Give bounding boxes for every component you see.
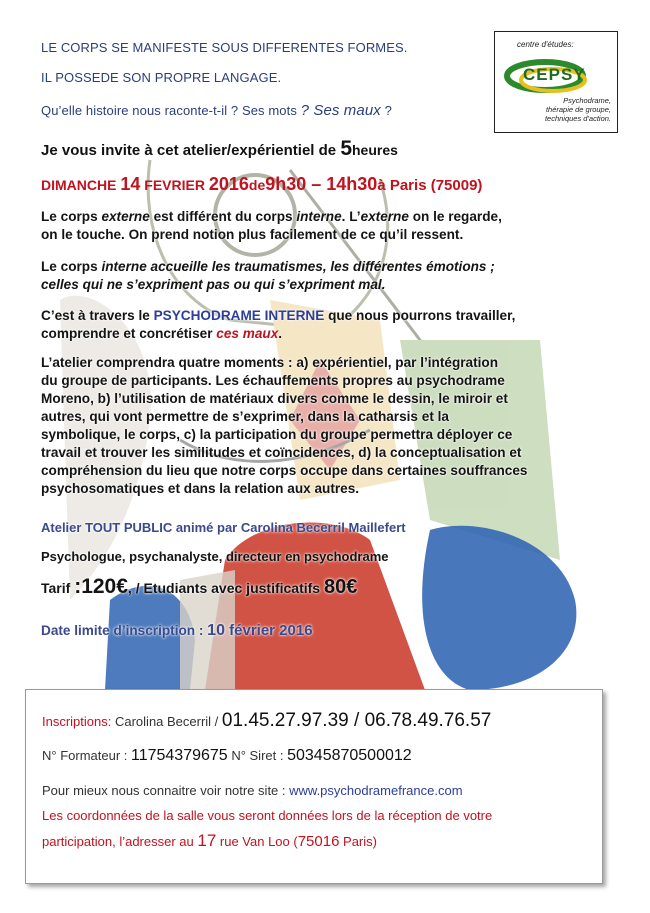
logo-tagline-3: techniques d'action. [544,114,611,123]
date-num: 14 [120,174,141,194]
para3-text: comprendre et concrétiser [41,326,217,341]
phone-2[interactable]: 06.78.49.76.57 [364,710,492,731]
coords-number: 17 [197,831,217,850]
date-de: de [248,177,266,193]
date-end: 14h30 [326,174,378,194]
date-month: FEVRIER [140,177,209,193]
cepsy-logo [494,31,618,133]
coords-line-2 [42,831,377,851]
coords-zip: 75016 [297,833,340,850]
site-text: Pour mieux nous connaitre voir notre site : [42,783,290,798]
paragraph-external-body [41,208,631,244]
para1-line1 [41,208,631,226]
para3-italic: ces maux [216,326,279,341]
tarif-sep: , / Etudiants avec justificatifs [127,580,324,596]
deadline-label: Date limite d’inscription : [41,623,208,638]
formateur-number: 11754379675 [131,747,228,764]
tarif-line [41,575,631,598]
para4-line: compréhension du lieu que notre corps occupe dans certaines souffrances [41,463,528,478]
question-italic: ? Ses maux [300,102,381,119]
para1-text: on le regarde, [408,209,502,224]
inscriptions-colon: : [107,714,115,729]
logo-tagline [545,96,611,123]
profession: Psychologue, psychanalyste, directeur en psychodrame [41,549,389,564]
inscriptions-name: Carolina Becerril / [114,714,222,729]
formateur-label: N° Formateur : [42,748,131,763]
para4-line: travail et trouver les similitudes et coïncidences, d) la conceptualisation et [41,445,522,460]
invite-line [41,137,398,161]
tarif-label: Tarif [41,580,75,596]
logo-name: CEPSY [523,65,586,84]
para2-line1 [41,258,631,276]
inscriptions-row [42,710,491,732]
deadline-date: 10 [207,622,225,639]
logo-tagline-1: Psychodrame, [563,96,611,105]
question-end: ? [380,103,392,118]
para1-italic: externe [360,209,409,224]
para2-text: Le corps [41,259,102,274]
para3-text: . [278,326,283,341]
paragraph-atelier-moments [41,354,631,498]
paragraph-internal-body [41,258,631,294]
para2-line2: celles qui ne s’expriment pas ou qui s’expriment mal. [41,277,386,292]
para2-italic: interne accueille les traumatismes, les différentes émotions ; [101,259,495,274]
para4-line: L’atelier comprendra quatre moments : a) expérientiel, par l’intégration [41,355,499,370]
para3-line2 [41,325,631,343]
siret-label: N° Siret : [227,748,288,763]
inscriptions-label: Inscriptions [42,714,108,729]
para4-line: du groupe de participants. Les échauffements propres au psychodrame [41,373,505,388]
invite-number: 5 [340,137,352,160]
site-link[interactable]: www.psychodramefrance.com [289,783,463,798]
intro-line-1: LE CORPS SE MANIFESTE SOUS DIFFERENTES FORMES. [41,40,408,55]
date-line [41,174,482,195]
para4-line: symbolique, le corps, c) la participation du groupe permettra déployer ce [41,427,513,442]
para1-italic: interne [296,209,342,224]
phone-1[interactable]: 01.45.27.97.39 [221,710,349,731]
date-place: à Paris (75009) [377,177,483,194]
para4-line: psychosomatiques et dans la relation aux autres. [41,481,360,496]
para3-text: C’est à travers le [41,308,154,323]
paragraph-psychodrame [41,307,631,343]
contact-panel [25,689,603,884]
siret-number: 50345870500012 [287,747,412,764]
intro-question [41,102,392,119]
phone-slash: / [348,710,365,731]
coords-line-1: Les coordonnées de la salle vous seront données lors de la réception de votre [42,808,493,823]
date-year: 2016 [208,174,249,194]
question-text: Qu’elle histoire nous raconte-t-il ? Ses mots [41,103,301,118]
invite-text: Je vous invite à cet atelier/expérientiel de [41,142,341,159]
coords-street: rue Van Loo ( [216,834,298,849]
date-dash: – [306,174,327,194]
date-day: DIMANCHE [41,177,121,193]
atelier-public: Atelier TOUT PUBLIC animé par Carolina Becerril Maillefert [41,520,406,535]
coords-text: participation, l’adresser au [42,834,198,849]
deadline-line [41,622,631,640]
site-row [42,782,463,800]
para3-highlight: PSYCHODRAME INTERNE [153,308,325,323]
formateur-row [42,747,412,765]
para1-italic: externe [101,209,150,224]
logo-tagline-2: thérapie de groupe, [545,105,611,114]
para1-text: Le corps [41,209,102,224]
intro-line-2: IL POSSEDE SON PROPRE LANGAGE. [41,70,282,85]
date-start: 9h30 [265,174,307,194]
para3-text: que nous pourrons travailler, [324,308,516,323]
para4-line: Moreno, b) l’utilisation de matériaux divers comme le dessin, le miroir et [41,391,508,406]
para4-line: autres, qui vont permettre de s’exprimer, dans la catharsis et la [41,409,449,424]
logo-caption: centre d'études: [517,40,574,49]
deadline-rest: février 2016 [224,622,313,639]
tarif-price: :120€ [74,575,128,598]
tarif-student-price: 80€ [323,576,358,598]
para1-text: . L’ [341,209,361,224]
coords-city: Paris) [339,834,377,849]
invite-unit: heures [352,142,398,158]
para1-text: est différent du corps [149,209,297,224]
para3-line1 [41,307,631,325]
para1-line2: on le touche. On prend notion plus facilement de ce qu’il ressent. [41,227,464,242]
